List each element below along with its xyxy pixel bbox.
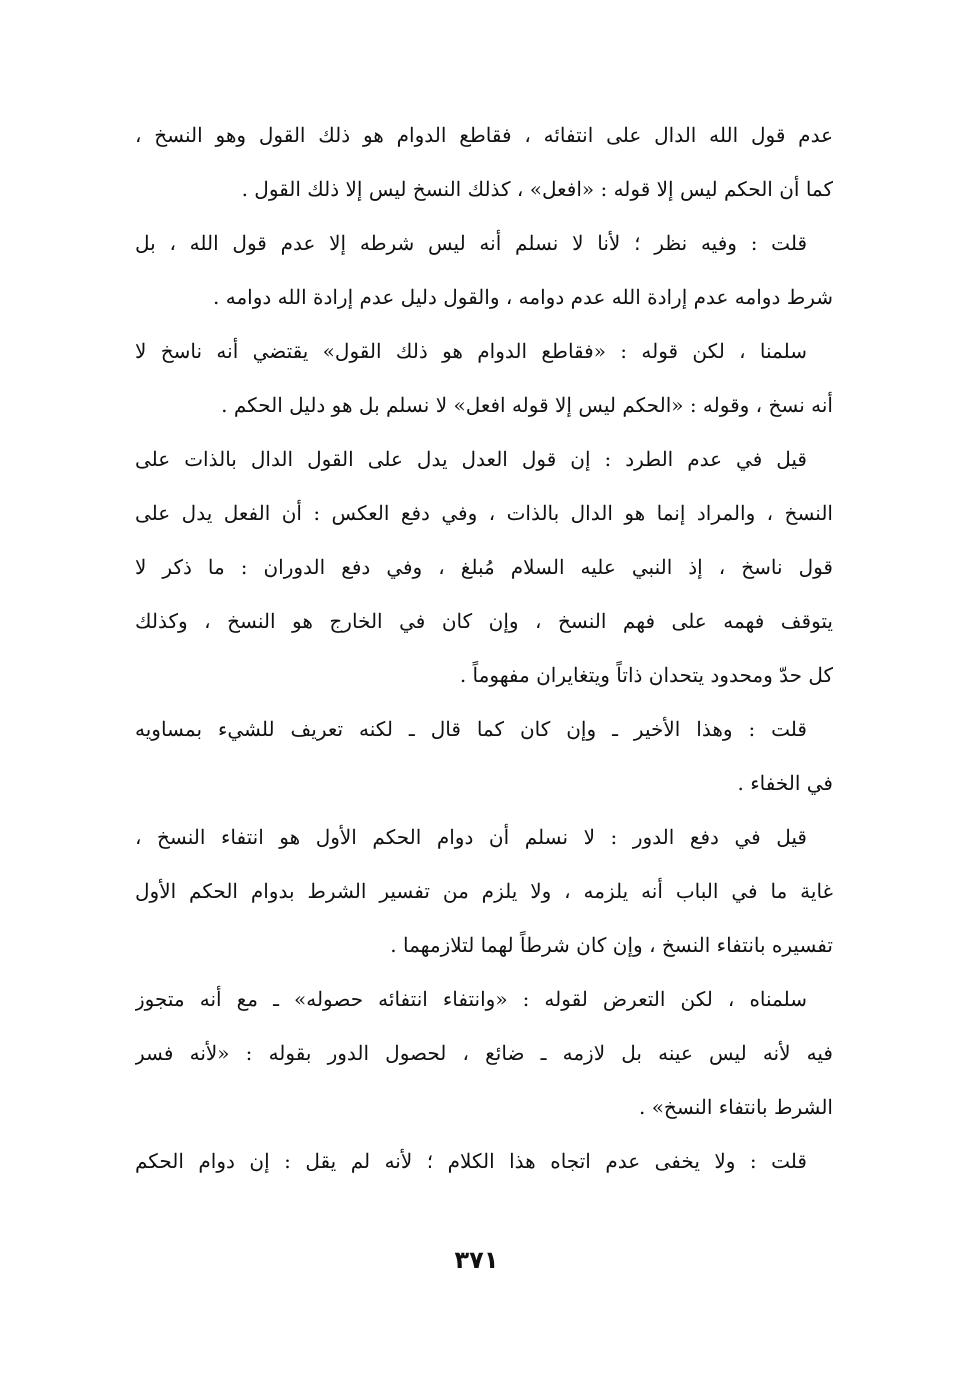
text-line: قلت : ولا يخفى عدم اتجاه هذا الكلام ؛ لأنه لم يقل : إن دوام الحكم [135,1149,807,1173]
text-line: كل حدّ ومحدود يتحدان ذاتاً ويتغايران مفهوماً . [459,663,833,687]
page-number: ٣٧١ [454,1246,499,1274]
text-line: غاية ما في الباب أنه يلزمه ، ولا يلزم من تفسير الشرط بدوام الحكم الأول [135,879,833,903]
text-line: قيل في عدم الطرد : إن قول العدل يدل على القول الدال بالذات على [135,447,807,471]
text-line: قول ناسخ ، إذ النبي عليه السلام مُبلغ ، وفي دفع الدوران : ما ذكر لا [135,555,833,579]
text-line: سلمنا ، لكن قوله : «فقاطع الدوام هو ذلك القول» يقتضي أنه ناسخ لا [135,339,807,363]
text-line: شرط دوامه عدم إرادة الله عدم دوامه ، والقول دليل عدم إرادة الله دوامه . [213,285,833,309]
text-line: سلمناه ، لكن التعرض لقوله : «وانتفاء انتفائه حصوله» ـ مع أنه متجوز [135,987,807,1011]
text-line: قلت : وهذا الأخير ـ وإن كان كما قال ـ لكنه تعريف للشيء بمساويه [135,717,807,741]
text-line: كما أن الحكم ليس إلا قوله : «افعل» ، كذلك النسخ ليس إلا ذلك القول . [241,177,833,201]
text-line: فيه لأنه ليس عينه بل لازمه ـ ضائع ، لحصول الدور بقوله : «لأنه فسر [135,1041,833,1065]
text-line: تفسيره بانتفاء النسخ ، وإن كان شرطاً لهما لتلازمهما . [390,933,833,957]
text-line: في الخفاء . [737,771,833,795]
text-line: الشرط بانتفاء النسخ» . [638,1095,833,1119]
text-line: أنه نسخ ، وقوله : «الحكم ليس إلا قوله افعل» لا نسلم بل هو دليل الحكم . [221,393,833,417]
body-text [135,108,833,1188]
text-line: قيل في دفع الدور : لا نسلم أن دوام الحكم الأول هو انتفاء النسخ ، [135,825,807,849]
text-line: عدم قول الله الدال على انتفائه ، فقاطع الدوام هو ذلك القول وهو النسخ ، [135,123,833,147]
text-line: النسخ ، والمراد إنما هو الدال بالذات ، وفي دفع العكس : أن الفعل يدل على [135,501,833,525]
text-line: يتوقف فهمه على فهم النسخ ، وإن كان في الخارج هو النسخ ، وكذلك [135,609,833,633]
text-line: قلت : وفيه نظر ؛ لأنا لا نسلم أنه ليس شرطه إلا عدم قول الله ، بل [135,231,807,255]
